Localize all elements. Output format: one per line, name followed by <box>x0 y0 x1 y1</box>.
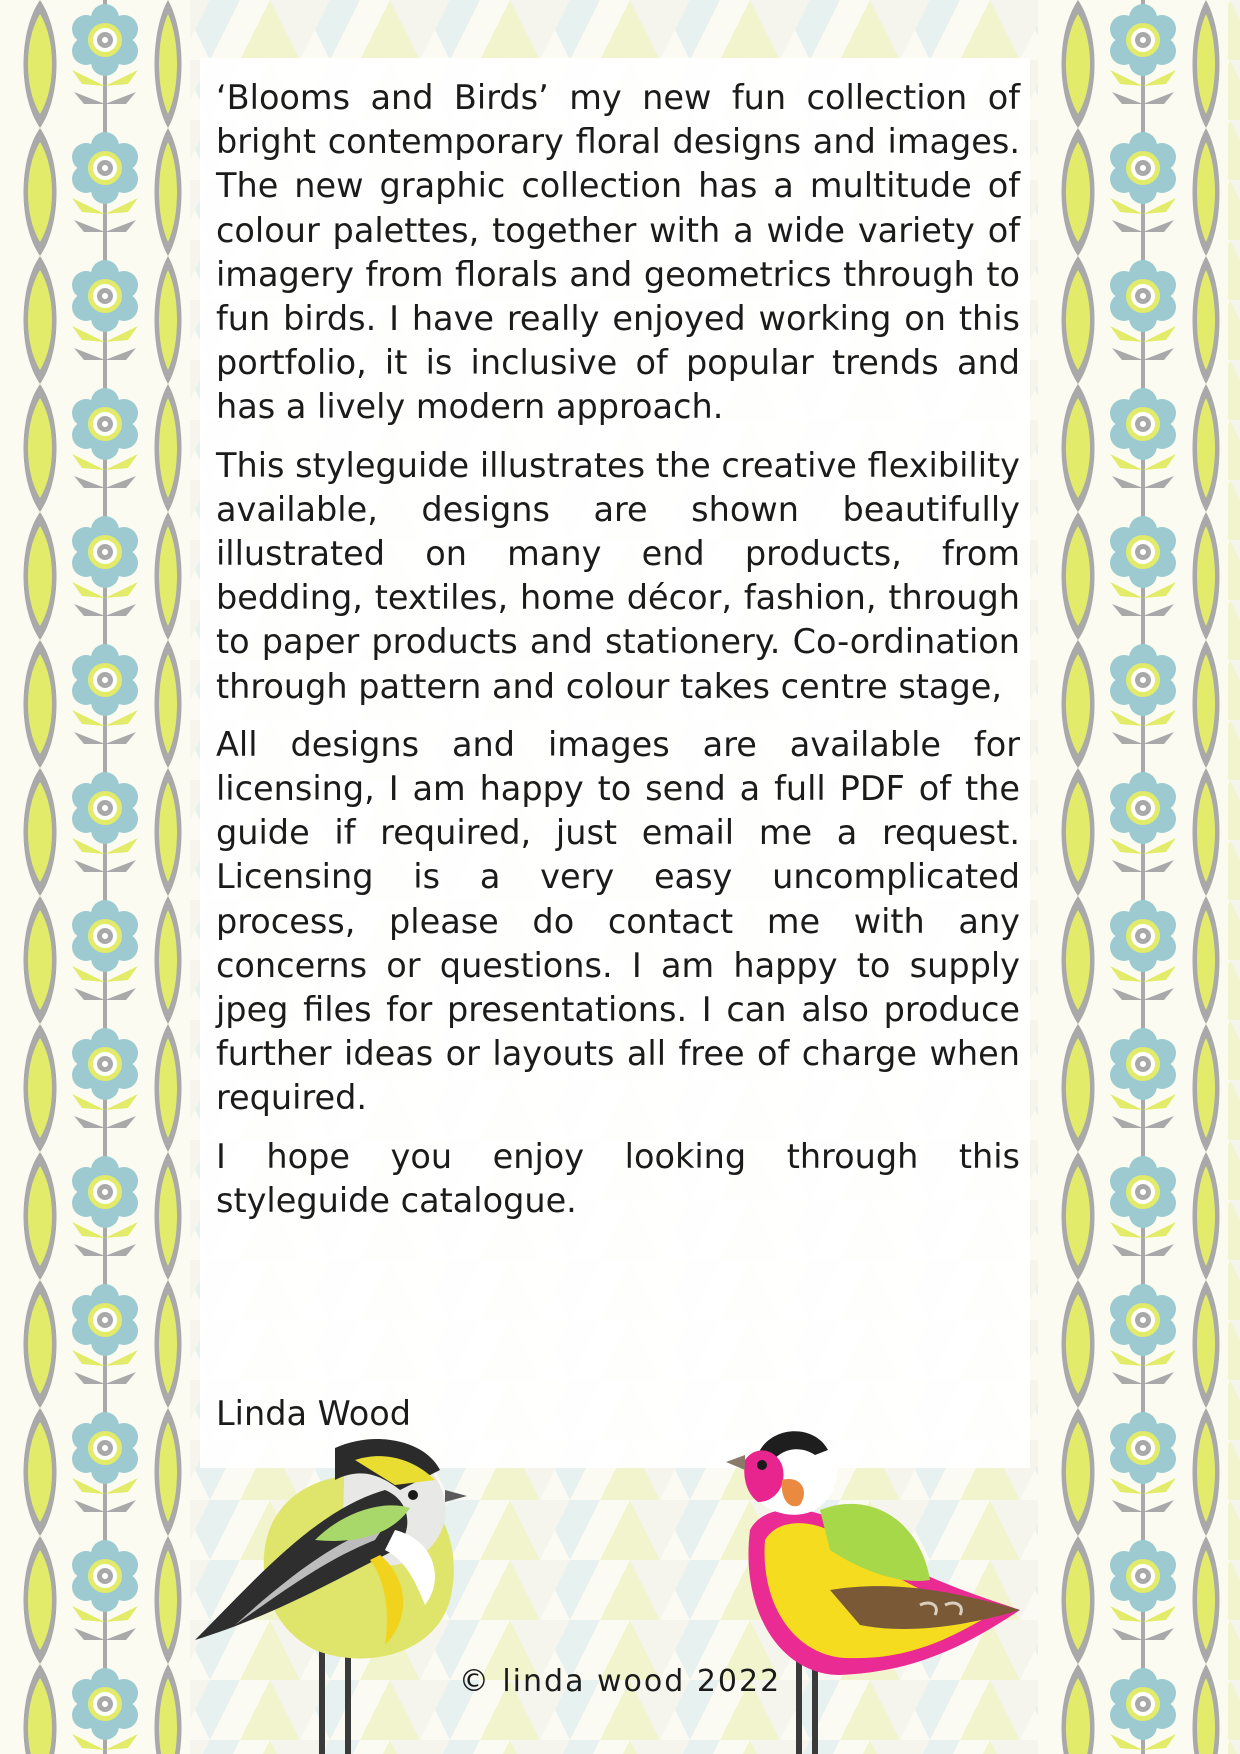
paragraph-intro: ‘Blooms and Birds’ my new fun collection of bright contemporary floral designs and images. The new graphic collection has a multitude of colour palettes, together with a wide variety of imagery from florals and geometrics through to fun birds. I have really enjoyed working on this portfolio, it is inclusive of popular trends and has a lively modern approach. <box>216 78 1020 427</box>
copyright-footer: © linda wood 2022 <box>458 1664 782 1699</box>
yellow-wagtail-bird-illustration <box>195 1430 525 1754</box>
paragraph-styleguide: This styleguide illustrates the creative flexibility available, designs are shown beautifully illustrated on many end products, from bedding, textiles, home décor, fashion, through to paper products and stationery. Co-ordination through pattern and colour takes centre stage, <box>216 445 1020 706</box>
letter-body <box>216 76 1020 1237</box>
paragraph-closing: I hope you enjoy looking through this styleguide catalogue. <box>216 1136 1020 1220</box>
goldfinch-bird-illustration <box>720 1410 1030 1754</box>
floral-border-left <box>0 0 190 1754</box>
signature: Linda Wood <box>216 1394 412 1433</box>
paragraph-licensing: All designs and images are available for licensing, I am happy to send a full PDF of the guide if required, just email me a request. Licensing is a very easy uncomplicated process, please do contact me with any concerns or questions. I am happy to supply jpeg files for presentations. I can also produce further ideas or layouts all free of charge when required. <box>216 724 1020 1118</box>
floral-border-right <box>1038 0 1228 1754</box>
